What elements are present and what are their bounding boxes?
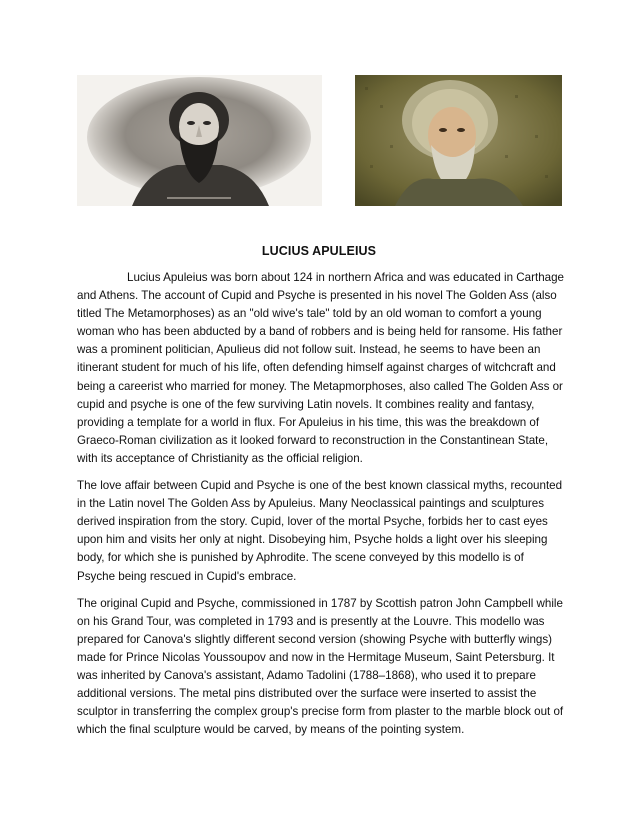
paragraph-1: Lucius Apuleius was born about 124 in northern Africa and was educated in Carthage and Athens. The account of Cupid and Psyche is presented in his novel The Golden Ass (also titled The Metamorphoses) as an "old wive's tale" told by an old woman to comfort a young woman who has been abducted by a band of robbers and is being held for ransome. His father was a prominent politician, Apulieus did not follow suit. Instead, he seems to have been an itinerant student for much of his life, often defending himself against charges of witchcraft and being a careerist who married for money. The Metapmorphoses, also called The Golden Ass or cupid and psyche is one of the few surviving Latin novels. It combines reality and fantasy, providing a template for a world in flux. For Apuleius in his time, this was the breakdown of Graeco-Roman civilization as it looked forward to reconstruction in the Constantinean State, with its acceptance of Christianity as the official religion. [77,271,564,465]
paragraph-3: The original Cupid and Psyche, commissioned in 1787 by Scottish patron John Campbell while on his Grand Tour, was completed in 1793 and is presently at the Louvre. This modello was prepared for Canova's slightly different second version (showing Psyche with butterfly wings) made for Prince Nicolas Youssoupov and now in the Hermitage Museum, Saint Petersburg. It was inherited by Canova's assistant, Adamo Tadolini (1788–1868), who used it to prepare additional versions. The metal pins distributed over the surface were inserted to assist the sculptor in transferring the complex group's precise form from plaster to the marble block out of which the final sculpture would be carved, by means of the pointing system. [77,596,564,737]
page-title: LUCIUS APULEIUS [261,244,377,258]
paragraph-2: The love affair between Cupid and Psyche is one of the best known classical myths, recounted in the Latin novel The Golden Ass by Apuleius. Many Neoclassical paintings and sculptures derived inspiration from the story. Cupid, lover of the mortal Psyche, forbids her to cast eyes upon him and visits her only at night. Disobeying him, Psyche holds a light over his sleeping body, for which she is punished by Aphrodite. The scene conveyed by this modello is of Psyche being rescued in Cupid's embrace. [77,479,563,583]
mosaic-portrait-image [355,75,562,206]
engraved-portrait-image [77,75,322,206]
body-text [77,269,565,748]
